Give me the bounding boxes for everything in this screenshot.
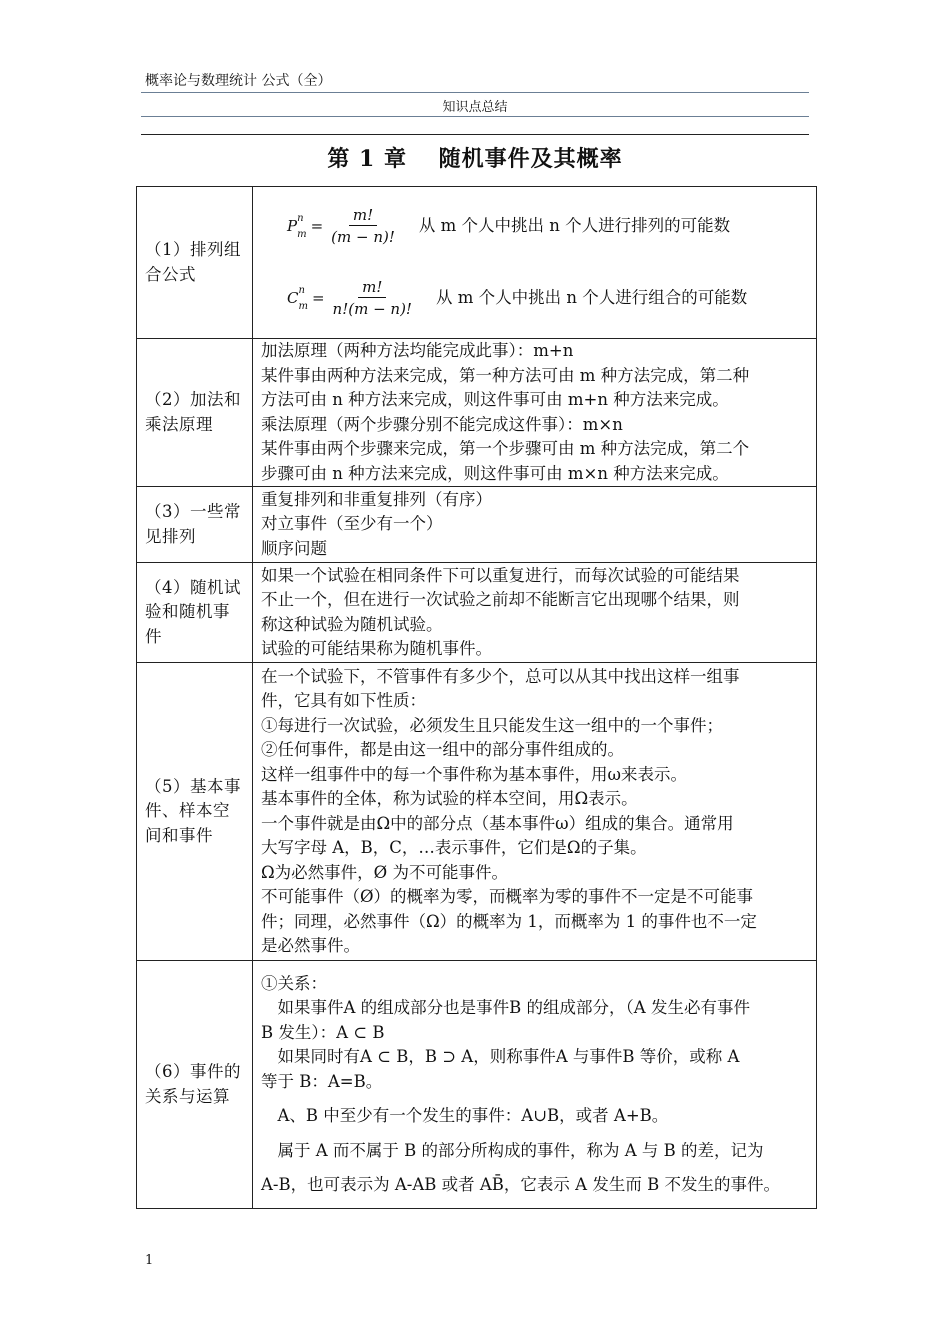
permutation-formula: P n m = $\frac{m!}{(m - n)!}$ 从 m 个人中挑出 n 个人进行排列的可能数	[287, 206, 731, 246]
header-subtitle: 知识点总结	[442, 100, 508, 115]
row-content	[253, 487, 817, 563]
text-line: 对立事件（至少有一个）	[261, 514, 443, 534]
table-row	[137, 487, 817, 563]
text-line: Ω为必然事件，Ø 为不可能事件。	[261, 862, 508, 882]
table-row	[137, 339, 817, 487]
row-label: （5）基本事件、样本空间和事件	[137, 663, 253, 961]
row-label: （2）加法和乘法原理	[137, 339, 253, 487]
formula-table	[136, 186, 817, 1209]
text-line: 如果事件A 的组成部分也是事件B 的组成部分，（A 发生必有事件	[261, 998, 750, 1017]
table-row	[137, 663, 817, 961]
text-line: ②任何事件，都是由这一组中的部分事件组成的。	[261, 740, 624, 759]
combination-formula: C n m = $\frac{m!}{n!(m - n)!}$ 从 m 个人中挑出 n 个人进行组合的可能数	[287, 278, 748, 318]
text-line: 件；同理，必然事件（Ω）的概率为 1，而概率为 1 的事件也不一定	[261, 911, 757, 931]
text-line: A-B，也可表示为 A-AB 或者 AB̄，它表示 A 发生而 B 不发生的事件。	[261, 1175, 780, 1194]
page-number: 1	[145, 1253, 154, 1268]
table-row	[137, 187, 817, 339]
text-line: 等于 B：A=B。	[261, 1071, 383, 1091]
text-line: 属于 A 而不属于 B 的部分所构成的事件，称为 A 与 B 的差，记为	[261, 1140, 764, 1160]
header-doc-title: 概率论与数理统计 公式（全）	[145, 73, 332, 89]
text-line: 重复排列和非重复排列（有序）	[261, 489, 492, 509]
text-line: 某件事由两种方法来完成，第一种方法可由 m 种方法完成，第二种	[261, 365, 750, 385]
text-line: 试验的可能结果称为随机事件。	[261, 639, 492, 658]
row-content	[253, 339, 817, 487]
header-rule	[141, 92, 809, 93]
text-line: 乘法原理（两个步骤分别不能完成这件事）：m×n	[261, 414, 623, 434]
text-line: 如果同时有A ⊂ B，B ⊃ A，则称事件A 与事件B 等价，或称 A	[261, 1047, 740, 1066]
text-line: 加法原理（两种方法均能完成此事）：m+n	[261, 341, 574, 360]
row-label: （4）随机试验和随机事件	[137, 563, 253, 663]
text-line: 不可能事件（Ø）的概率为零，而概率为零的事件不一定是不可能事	[261, 887, 754, 906]
formula-sup: n	[297, 212, 304, 224]
text-line: 基本事件的全体，称为试验的样本空间，用Ω表示。	[261, 789, 638, 808]
text-line: A、B 中至少有一个发生的事件：A∪B，或者 A+B。	[261, 1106, 669, 1125]
row-label: （3）一些常见排列	[137, 487, 253, 563]
text-line: B 发生）：A ⊂ B	[261, 1022, 385, 1042]
header-rule-bottom	[141, 134, 809, 135]
text-line: 方法可由 n 种方法来完成，则这件事可由 m+n 种方法来完成。	[261, 390, 729, 409]
text-line: 如果一个试验在相同条件下可以重复进行，而每次试验的可能结果	[261, 565, 740, 585]
text-line: 一个事件就是由Ω中的部分点（基本事件ω）组成的集合。通常用	[261, 813, 734, 833]
header-rule-lower	[141, 116, 809, 117]
table-row	[137, 563, 817, 663]
formula-description: 从 m 个人中挑出 n 个人进行组合的可能数	[435, 288, 748, 308]
text-line: 不止一个，但在进行一次试验之前却不能断言它出现哪个结果，则	[261, 590, 740, 609]
formula-sub: m	[297, 228, 307, 240]
formula-sub: m	[298, 300, 308, 312]
row-content	[253, 187, 817, 339]
formula-sup: n	[298, 284, 305, 296]
formula-symbol: C	[287, 289, 299, 308]
row-content	[253, 961, 817, 1209]
formula-numerator: m!	[349, 205, 377, 226]
text-line: 某件事由两个步骤来完成，第一个步骤可由 m 种方法完成，第二个	[261, 439, 750, 458]
text-line: 顺序问题	[261, 538, 327, 558]
formula-denominator: n!(m − n)!	[332, 300, 412, 318]
row-content	[253, 563, 817, 663]
formula-symbol: P	[287, 217, 298, 236]
text-line: 是必然事件。	[261, 936, 360, 955]
formula-denominator: (m − n)!	[331, 228, 395, 246]
row-label: （1）排列组合公式	[137, 187, 253, 339]
text-line: 这样一组事件中的每一个事件称为基本事件，用ω来表示。	[261, 764, 687, 784]
text-line: ①关系：	[261, 973, 327, 993]
chapter-title: 第 1 章 随机事件及其概率	[327, 146, 623, 172]
text-line: 在一个试验下，不管事件有多少个，总可以从其中找出这样一组事	[261, 666, 740, 686]
formula-description: 从 m 个人中挑出 n 个人进行排列的可能数	[418, 216, 731, 236]
text-line: ①每进行一次试验，必须发生且只能发生这一组中的一个事件；	[261, 715, 723, 735]
row-content	[253, 663, 817, 961]
formula-numerator: m!	[358, 277, 386, 298]
table-row	[137, 961, 817, 1209]
text-line: 步骤可由 n 种方法来完成，则这件事可由 m×n 种方法来完成。	[261, 463, 729, 483]
row-label: （6）事件的关系与运算	[137, 961, 253, 1209]
text-line: 大写字母 A，B，C，…表示事件，它们是Ω的子集。	[261, 838, 647, 857]
text-line: 称这种试验为随机试验。	[261, 614, 443, 634]
text-line: 件，它具有如下性质：	[261, 691, 426, 710]
